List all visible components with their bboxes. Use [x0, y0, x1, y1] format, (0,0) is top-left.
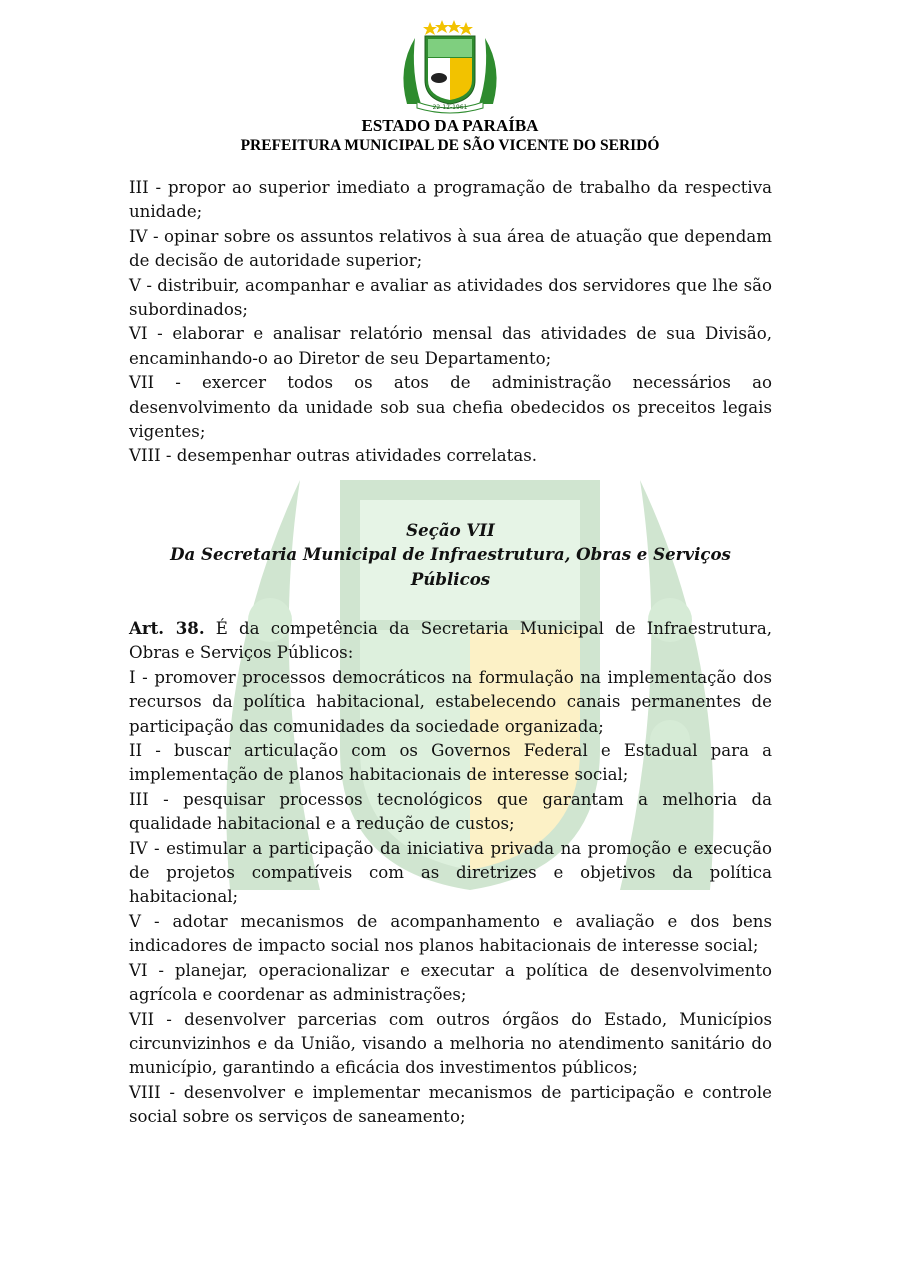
list-item: III - propor ao superior imediato a programação de trabalho da respectiva unidade; [129, 178, 772, 222]
list-item: VII - desenvolver parcerias com outros órgãos do Estado, Municípios circunvizinhos e da União, visando a melhoria no atendimento sanitário do município, garantindo a eficácia dos investimentos públicos; [129, 1009, 772, 1078]
article-block [129, 616, 772, 1130]
section-heading [129, 518, 772, 591]
list-item: I - promover processos democráticos na formulação na implementação dos recursos da política habitacional, estabelecendo canais permanentes de participação das comunidades da sociedade organizada; [129, 667, 772, 736]
crest-logo [395, 18, 505, 114]
paragraph-block-1 [129, 176, 772, 469]
list-item: V - distribuir, acompanhar e avaliar as atividades dos servidores que lhe são subordinados; [129, 275, 772, 320]
svg-text:22-12-1961: 22-12-1961 [432, 104, 468, 111]
list-item: II - buscar articulação com os Governos Federal e Estadual para a implementação de planos habitacionais de interesse social; [129, 741, 772, 785]
list-item: VI - planejar, operacionalizar e executar a política de desenvolvimento agrícola e coordenar as administrações; [129, 960, 772, 1005]
section-title: Da Secretaria Municipal de Infraestrutura, Obras e Serviços Públicos [170, 544, 731, 589]
list-item: VIII - desenvolver e implementar mecanismos de participação e controle social sobre os serviços de saneamento; [129, 1082, 772, 1127]
article-label: Art. 38. [129, 618, 205, 638]
list-item: IV - estimular a participação da iniciativa privada na promoção e execução de projetos compatíveis com as diretrizes e objetivos da política habitacional; [129, 838, 772, 907]
list-item: IV - opinar sobre os assuntos relativos à sua área de atuação que dependam de decisão de autoridade superior; [129, 226, 772, 271]
list-item: III - pesquisar processos tecnológicos que garantam a melhoria da qualidade habitacional e a redução de custos; [129, 789, 772, 834]
list-item: VIII - desempenhar outras atividades correlatas. [129, 446, 538, 466]
article-intro [129, 616, 772, 666]
list-item: V - adotar mecanismos de acompanhamento e avaliação e dos bens indicadores de impacto social nos planos habitacionais de interesse social; [129, 911, 772, 956]
section-number: Seção VII [406, 520, 495, 540]
state-heading: ESTADO DA PARAÍBA [361, 116, 539, 135]
municipality-heading: PREFEITURA MUNICIPAL DE SÃO VICENTE DO SERIDÓ [240, 137, 660, 154]
article-intro-text: É da competência da Secretaria Municipal de Infraestrutura, Obras e Serviços Públicos: [129, 619, 772, 663]
list-item: VII - exercer todos os atos de administração necessários ao desenvolvimento da unidade sob sua chefia obedecidos os preceitos legais vigentes; [129, 373, 772, 442]
list-item: VI - elaborar e analisar relatório mensal das atividades de sua Divisão, encaminhando-o ao Diretor de seu Departamento; [129, 324, 772, 368]
